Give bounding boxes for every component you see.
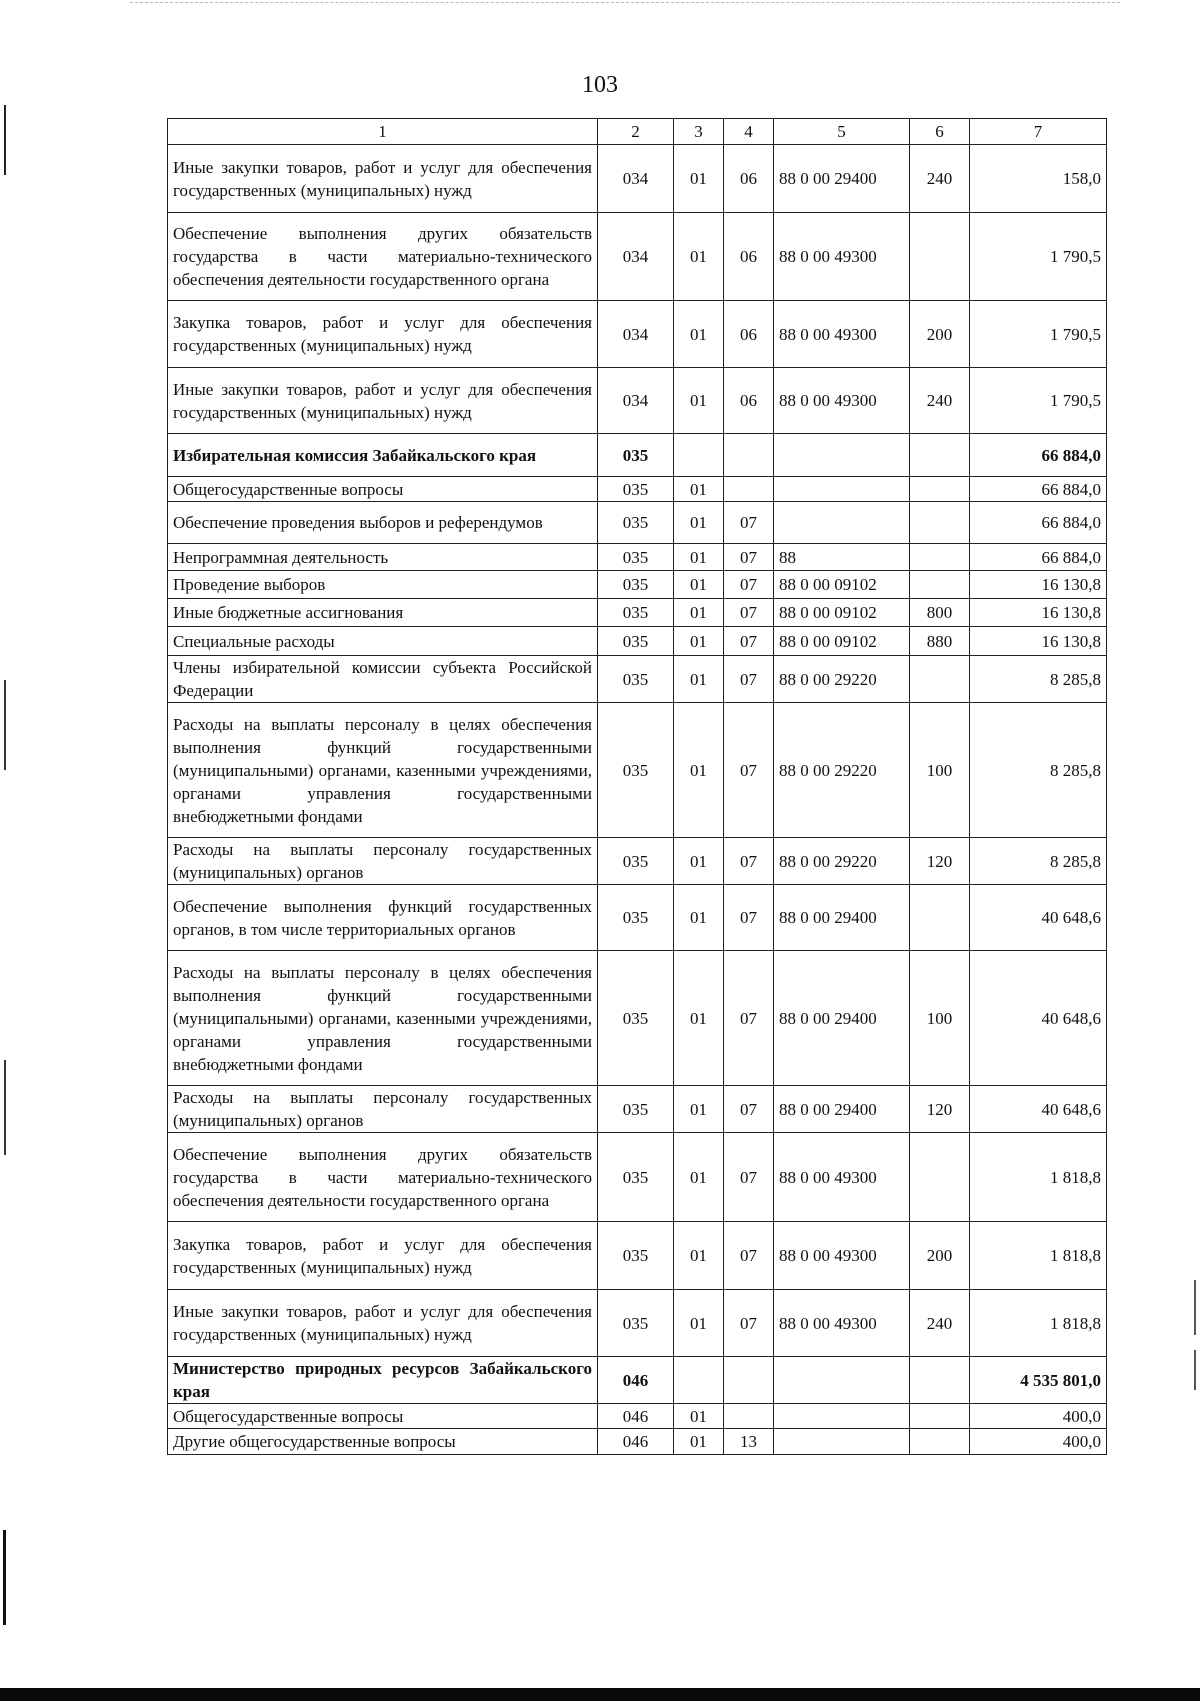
- section-code-cell: 01: [674, 477, 724, 502]
- target-article-cell: [774, 1357, 910, 1404]
- subsection-code-cell: 07: [724, 703, 774, 838]
- row-name-cell: Общегосударственные вопросы: [168, 477, 598, 502]
- expense-type-cell: [910, 1404, 970, 1429]
- table-row: [168, 703, 1107, 838]
- section-code-cell: 01: [674, 1429, 724, 1455]
- ministry-code-cell: 035: [598, 571, 674, 599]
- ministry-code-cell: 035: [598, 477, 674, 502]
- ministry-code-cell: 035: [598, 1290, 674, 1357]
- expense-type-cell: 120: [910, 838, 970, 885]
- target-article-cell: 88 0 00 49300: [774, 1290, 910, 1357]
- target-article-cell: 88 0 00 09102: [774, 627, 910, 656]
- ministry-code-cell: 046: [598, 1404, 674, 1429]
- ministry-code-cell: 035: [598, 599, 674, 627]
- expense-type-cell: [910, 434, 970, 477]
- column-header: 1: [168, 119, 598, 145]
- subsection-code-cell: [724, 477, 774, 502]
- subsection-code-cell: [724, 1404, 774, 1429]
- section-code-cell: 01: [674, 599, 724, 627]
- table-row: [168, 301, 1107, 368]
- amount-cell: 4 535 801,0: [970, 1357, 1107, 1404]
- expense-type-cell: 200: [910, 301, 970, 368]
- row-name-cell: Общегосударственные вопросы: [168, 1404, 598, 1429]
- table-row: [168, 885, 1107, 951]
- target-article-cell: 88 0 00 29400: [774, 951, 910, 1086]
- table-header-row: [168, 119, 1107, 145]
- table-row: [168, 477, 1107, 502]
- subsection-code-cell: 07: [724, 599, 774, 627]
- budget-table: [167, 118, 1107, 1455]
- subsection-code-cell: 07: [724, 502, 774, 544]
- expense-type-cell: [910, 656, 970, 703]
- table-row: [168, 434, 1107, 477]
- row-name-cell: Расходы на выплаты персоналу государственных (муниципальных) органов: [168, 838, 598, 885]
- amount-cell: 1 790,5: [970, 213, 1107, 301]
- expense-type-cell: 120: [910, 1086, 970, 1133]
- subsection-code-cell: 07: [724, 1133, 774, 1222]
- row-name-cell: Иные закупки товаров, работ и услуг для обеспечения государственных (муниципальных) нужд: [168, 145, 598, 213]
- row-name-cell: Непрограммная деятельность: [168, 544, 598, 571]
- section-code-cell: 01: [674, 571, 724, 599]
- subsection-code-cell: 07: [724, 951, 774, 1086]
- amount-cell: 1 790,5: [970, 368, 1107, 434]
- row-name-cell: Закупка товаров, работ и услуг для обеспечения государственных (муниципальных) нужд: [168, 1222, 598, 1290]
- subsection-code-cell: 07: [724, 838, 774, 885]
- section-code-cell: [674, 434, 724, 477]
- subsection-code-cell: 07: [724, 656, 774, 703]
- expense-type-cell: 880: [910, 627, 970, 656]
- table-row: [168, 213, 1107, 301]
- row-name-cell: Иные закупки товаров, работ и услуг для обеспечения государственных (муниципальных) нужд: [168, 368, 598, 434]
- scan-top-edge: [130, 2, 1120, 5]
- table-row: [168, 1429, 1107, 1455]
- subsection-code-cell: [724, 434, 774, 477]
- subsection-code-cell: [724, 1357, 774, 1404]
- amount-cell: 1 818,8: [970, 1290, 1107, 1357]
- table-row: [168, 599, 1107, 627]
- expense-type-cell: [910, 571, 970, 599]
- ministry-code-cell: 035: [598, 838, 674, 885]
- column-header: 5: [774, 119, 910, 145]
- amount-cell: 400,0: [970, 1429, 1107, 1455]
- target-article-cell: 88 0 00 09102: [774, 571, 910, 599]
- row-name-cell: Расходы на выплаты персоналу государственных (муниципальных) органов: [168, 1086, 598, 1133]
- scan-left-margin-mark: [4, 680, 6, 770]
- section-code-cell: 01: [674, 502, 724, 544]
- ministry-code-cell: 034: [598, 301, 674, 368]
- subsection-code-cell: 06: [724, 145, 774, 213]
- target-article-cell: 88 0 00 49300: [774, 301, 910, 368]
- row-name-cell: Расходы на выплаты персоналу в целях обеспечения выполнения функций государственными (муниципальными) органами, казенными учреждениями, органами управления государственными внебюджетными фондами: [168, 703, 598, 838]
- ministry-code-cell: 034: [598, 145, 674, 213]
- ministry-code-cell: 034: [598, 368, 674, 434]
- expense-type-cell: [910, 885, 970, 951]
- amount-cell: 1 818,8: [970, 1222, 1107, 1290]
- row-name-cell: Обеспечение выполнения других обязательств государства в части материально-технического обеспечения деятельности государственного органа: [168, 213, 598, 301]
- target-article-cell: 88 0 00 29400: [774, 885, 910, 951]
- table-row: [168, 627, 1107, 656]
- amount-cell: 16 130,8: [970, 571, 1107, 599]
- row-name-cell: Расходы на выплаты персоналу в целях обеспечения выполнения функций государственными (муниципальными) органами, казенными учреждениями, органами управления государственными внебюджетными фондами: [168, 951, 598, 1086]
- target-article-cell: 88 0 00 29220: [774, 656, 910, 703]
- amount-cell: 40 648,6: [970, 885, 1107, 951]
- table-row: [168, 838, 1107, 885]
- target-article-cell: 88 0 00 29400: [774, 1086, 910, 1133]
- table-row: [168, 1133, 1107, 1222]
- target-article-cell: [774, 1404, 910, 1429]
- row-name-cell: Избирательная комиссия Забайкальского края: [168, 434, 598, 477]
- expense-type-cell: 240: [910, 145, 970, 213]
- section-code-cell: 01: [674, 145, 724, 213]
- amount-cell: 16 130,8: [970, 599, 1107, 627]
- subsection-code-cell: 13: [724, 1429, 774, 1455]
- subsection-code-cell: 07: [724, 627, 774, 656]
- table-row: [168, 368, 1107, 434]
- target-article-cell: 88 0 00 29220: [774, 838, 910, 885]
- expense-type-cell: 100: [910, 703, 970, 838]
- table-row: [168, 1404, 1107, 1429]
- section-code-cell: 01: [674, 703, 724, 838]
- section-code-cell: [674, 1357, 724, 1404]
- expense-type-cell: 200: [910, 1222, 970, 1290]
- section-code-cell: 01: [674, 368, 724, 434]
- amount-cell: 40 648,6: [970, 951, 1107, 1086]
- subsection-code-cell: 06: [724, 368, 774, 434]
- section-code-cell: 01: [674, 544, 724, 571]
- amount-cell: 1 818,8: [970, 1133, 1107, 1222]
- section-code-cell: 01: [674, 1086, 724, 1133]
- table-row: [168, 1290, 1107, 1357]
- ministry-code-cell: 046: [598, 1357, 674, 1404]
- ministry-code-cell: 035: [598, 1133, 674, 1222]
- table-row: [168, 544, 1107, 571]
- target-article-cell: [774, 477, 910, 502]
- row-name-cell: Обеспечение выполнения других обязательств государства в части материально-технического обеспечения деятельности государственного органа: [168, 1133, 598, 1222]
- ministry-code-cell: 035: [598, 885, 674, 951]
- target-article-cell: 88 0 00 09102: [774, 599, 910, 627]
- expense-type-cell: 240: [910, 368, 970, 434]
- amount-cell: 66 884,0: [970, 434, 1107, 477]
- amount-cell: 66 884,0: [970, 544, 1107, 571]
- expense-type-cell: [910, 1429, 970, 1455]
- section-code-cell: 01: [674, 1404, 724, 1429]
- amount-cell: 400,0: [970, 1404, 1107, 1429]
- subsection-code-cell: 06: [724, 301, 774, 368]
- scan-left-margin-mark: [3, 1530, 6, 1625]
- expense-type-cell: [910, 544, 970, 571]
- expense-type-cell: 800: [910, 599, 970, 627]
- scan-right-margin-mark: [1194, 1350, 1196, 1390]
- amount-cell: 8 285,8: [970, 656, 1107, 703]
- ministry-code-cell: 035: [598, 703, 674, 838]
- row-name-cell: Министерство природных ресурсов Забайкальского края: [168, 1357, 598, 1404]
- subsection-code-cell: 07: [724, 1290, 774, 1357]
- ministry-code-cell: 035: [598, 627, 674, 656]
- ministry-code-cell: 046: [598, 1429, 674, 1455]
- subsection-code-cell: 07: [724, 1222, 774, 1290]
- expense-type-cell: [910, 213, 970, 301]
- row-name-cell: Закупка товаров, работ и услуг для обеспечения государственных (муниципальных) нужд: [168, 301, 598, 368]
- section-code-cell: 01: [674, 656, 724, 703]
- column-header: 3: [674, 119, 724, 145]
- amount-cell: 8 285,8: [970, 838, 1107, 885]
- target-article-cell: 88 0 00 29400: [774, 145, 910, 213]
- subsection-code-cell: 07: [724, 1086, 774, 1133]
- amount-cell: 8 285,8: [970, 703, 1107, 838]
- amount-cell: 66 884,0: [970, 477, 1107, 502]
- subsection-code-cell: 07: [724, 571, 774, 599]
- target-article-cell: 88: [774, 544, 910, 571]
- table-row: [168, 951, 1107, 1086]
- expense-type-cell: [910, 477, 970, 502]
- subsection-code-cell: 06: [724, 213, 774, 301]
- section-code-cell: 01: [674, 301, 724, 368]
- target-article-cell: [774, 434, 910, 477]
- scan-right-margin-mark: [1194, 1280, 1196, 1335]
- target-article-cell: [774, 502, 910, 544]
- target-article-cell: 88 0 00 49300: [774, 213, 910, 301]
- table-row: [168, 145, 1107, 213]
- ministry-code-cell: 035: [598, 1222, 674, 1290]
- expense-type-cell: 240: [910, 1290, 970, 1357]
- row-name-cell: Обеспечение проведения выборов и референдумов: [168, 502, 598, 544]
- scan-left-margin-mark: [4, 105, 6, 175]
- amount-cell: 16 130,8: [970, 627, 1107, 656]
- table-row: [168, 571, 1107, 599]
- row-name-cell: Иные бюджетные ассигнования: [168, 599, 598, 627]
- table-row: [168, 502, 1107, 544]
- ministry-code-cell: 035: [598, 951, 674, 1086]
- target-article-cell: [774, 1429, 910, 1455]
- table-row: [168, 1222, 1107, 1290]
- amount-cell: 158,0: [970, 145, 1107, 213]
- scan-left-margin-mark: [4, 1060, 6, 1155]
- ministry-code-cell: 035: [598, 544, 674, 571]
- section-code-cell: 01: [674, 627, 724, 656]
- section-code-cell: 01: [674, 213, 724, 301]
- row-name-cell: Проведение выборов: [168, 571, 598, 599]
- row-name-cell: Обеспечение выполнения функций государственных органов, в том числе территориальных органов: [168, 885, 598, 951]
- target-article-cell: 88 0 00 49300: [774, 368, 910, 434]
- column-header: 6: [910, 119, 970, 145]
- row-name-cell: Члены избирательной комиссии субъекта Российской Федерации: [168, 656, 598, 703]
- column-header: 2: [598, 119, 674, 145]
- ministry-code-cell: 035: [598, 502, 674, 544]
- column-header: 4: [724, 119, 774, 145]
- section-code-cell: 01: [674, 885, 724, 951]
- table-row: [168, 1086, 1107, 1133]
- amount-cell: 66 884,0: [970, 502, 1107, 544]
- target-article-cell: 88 0 00 29220: [774, 703, 910, 838]
- section-code-cell: 01: [674, 1133, 724, 1222]
- column-header: 7: [970, 119, 1107, 145]
- section-code-cell: 01: [674, 838, 724, 885]
- ministry-code-cell: 035: [598, 656, 674, 703]
- table-row: [168, 656, 1107, 703]
- section-code-cell: 01: [674, 951, 724, 1086]
- expense-type-cell: [910, 1133, 970, 1222]
- ministry-code-cell: 035: [598, 1086, 674, 1133]
- section-code-cell: 01: [674, 1222, 724, 1290]
- page-number: 103: [582, 72, 618, 98]
- subsection-code-cell: 07: [724, 885, 774, 951]
- ministry-code-cell: 035: [598, 434, 674, 477]
- row-name-cell: Иные закупки товаров, работ и услуг для обеспечения государственных (муниципальных) нужд: [168, 1290, 598, 1357]
- row-name-cell: Специальные расходы: [168, 627, 598, 656]
- amount-cell: 40 648,6: [970, 1086, 1107, 1133]
- expense-type-cell: [910, 1357, 970, 1404]
- row-name-cell: Другие общегосударственные вопросы: [168, 1429, 598, 1455]
- expense-type-cell: 100: [910, 951, 970, 1086]
- ministry-code-cell: 034: [598, 213, 674, 301]
- scan-bottom-edge: [0, 1688, 1200, 1701]
- subsection-code-cell: 07: [724, 544, 774, 571]
- amount-cell: 1 790,5: [970, 301, 1107, 368]
- section-code-cell: 01: [674, 1290, 724, 1357]
- target-article-cell: 88 0 00 49300: [774, 1133, 910, 1222]
- expense-type-cell: [910, 502, 970, 544]
- table-row: [168, 1357, 1107, 1404]
- target-article-cell: 88 0 00 49300: [774, 1222, 910, 1290]
